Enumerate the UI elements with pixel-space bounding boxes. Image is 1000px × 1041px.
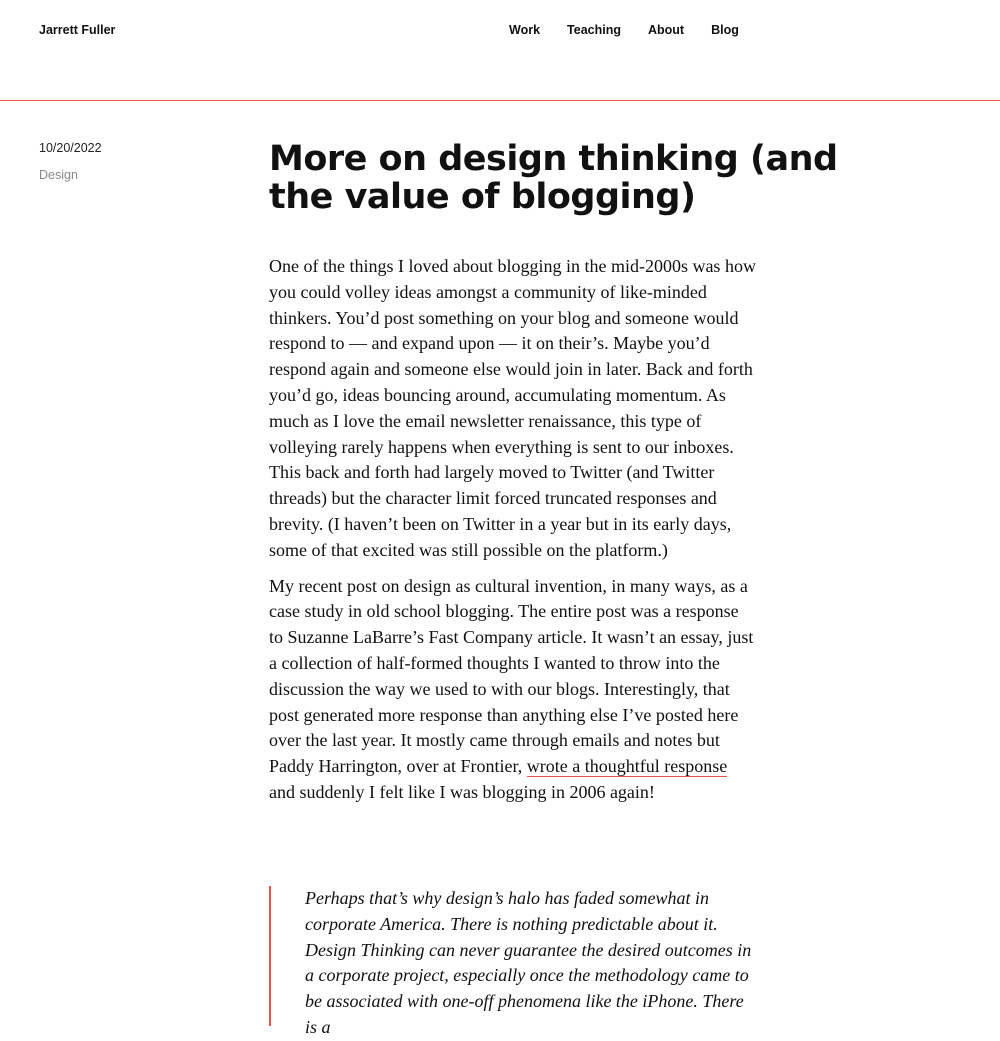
post-paragraph-1: One of the things I loved about blogging in the mid-2000s was how you could volley ideas amongst a community of like-minded thinkers. You’d post something on your blog and someone would respond to — and expand upon — it on their’s. Maybe you’d respond again and someone else would join in later. Back and forth you’d go, ideas bouncing around, accumulating momentum. As much as I love the email newsletter renaissance, this type of volleying rarely happens when everything is sent to our inboxes. This back and forth had largely moved to Twitter (and Twitter threads) but the character limit forced truncated responses and brevity. (I haven’t been on Twitter in a year but in its early days, some of that excited was still possible on the platform.)	[269, 256, 756, 560]
block-quote: Perhaps that’s why design’s halo has faded somewhat in corporate America. There is nothing predictable about it. Design Thinking can never guarantee the desired outcomes in a corporate project, especially once the methodology came to be associated with one-off phenomena like the iPhone. There is a	[269, 886, 757, 1026]
site-header	[0, 0, 1000, 101]
post-title: More on design thinking (and the value of blogging)	[269, 139, 838, 217]
post-date: 10/20/2022	[39, 141, 102, 155]
paragraph-2-text-end: and suddenly I felt like I was blogging in 2006 again!	[269, 781, 655, 802]
post-category[interactable]: Design	[39, 168, 78, 182]
nav-item-teaching[interactable]: Teaching	[567, 23, 621, 37]
site-title-link[interactable]: Jarrett Fuller	[39, 23, 116, 37]
thoughtful-response-link[interactable]: wrote a thoughtful response	[526, 756, 728, 777]
nav-item-about[interactable]: About	[647, 23, 685, 37]
paragraph-2-text-start: My recent post on design as cultural invention, in many ways, as a case study in old school blogging. The entire post was a response to Suzanne LaBarre’s Fast Company article. It wasn’t an essay, just a collection of half-formed thoughts I wanted to throw into the discussion the way we used to with our blogs. Interestingly, that post generated more response than anything else I’ve posted here over the last year. It mostly came through emails and notes but Paddy Harrington, over at Frontier,	[269, 575, 754, 777]
post-paragraph-2	[269, 574, 757, 806]
main-nav	[509, 23, 739, 37]
nav-item-blog[interactable]: Blog	[711, 23, 739, 37]
post-meta	[39, 140, 102, 184]
nav-item-work[interactable]: Work	[509, 23, 541, 37]
post-body	[269, 254, 757, 816]
